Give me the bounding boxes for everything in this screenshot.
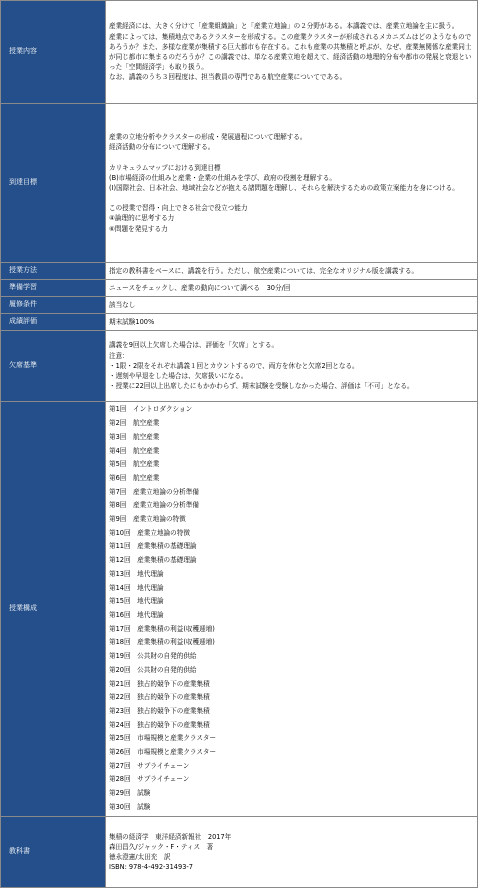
session-topic: サプライチェーン	[137, 775, 190, 784]
session-number: 第18回	[109, 638, 131, 647]
schedule-item	[109, 513, 474, 527]
label-absence-policy: 欠席基準	[1, 331, 106, 402]
session-topic: 地代理論	[137, 583, 164, 592]
row-learning-goals	[1, 104, 478, 263]
session-number: 第13回	[109, 569, 131, 578]
schedule-item	[109, 801, 474, 815]
session-number: 第25回	[109, 734, 131, 743]
session-number: 第28回	[109, 775, 131, 784]
session-number: 第21回	[109, 679, 131, 688]
session-number: 第22回	[109, 693, 131, 702]
absence-line: 注意：	[109, 351, 129, 360]
textbook-line: 集積の経済学 東洋経済新報社 2017年	[109, 832, 232, 841]
schedule-item	[109, 472, 474, 486]
schedule-item	[109, 499, 474, 513]
description-line: 産業経済には、大きく分けて「産業組織論」と「産業立地論」の２分野がある。本講義では、産業立地論を主に扱う。	[109, 22, 459, 31]
session-topic: 航空産業	[132, 432, 160, 441]
session-topic: 市場規模と産業クラスター	[137, 748, 217, 757]
session-topic: 産業集積の基礎理論	[137, 556, 197, 565]
goal-line: 経済活動の分布について理解する。	[109, 143, 215, 152]
schedule-item	[109, 650, 474, 664]
session-number: 第15回	[109, 597, 131, 606]
session-number: 第30回	[109, 802, 131, 811]
schedule-item	[109, 664, 474, 678]
row-preparation	[1, 280, 478, 297]
session-topic: 試験	[137, 789, 151, 798]
label-teaching-method: 授業方法	[1, 263, 106, 280]
label-evaluation: 成績評価	[1, 314, 106, 331]
absence-line: 講義を9回以上欠席した場合は、評価を「欠席」とする。	[109, 341, 279, 350]
session-topic: イントロダクション	[132, 405, 193, 414]
goal-line: (B)市場経済の仕組みと産業・企業の仕組みを学び、政府の役割を理解する。	[109, 173, 336, 182]
session-number: 第7回	[109, 487, 127, 496]
schedule-item	[109, 582, 474, 596]
goal-line: ⑥問題を発見する力	[109, 224, 168, 233]
schedule-item	[109, 636, 474, 650]
schedule-item	[109, 746, 474, 760]
schedule-item	[109, 403, 474, 417]
value-textbook	[106, 817, 478, 888]
session-topic: 産業立地論の特徴	[137, 528, 190, 537]
session-topic: 産業立地論の分析準備	[132, 501, 199, 510]
session-number: 第29回	[109, 789, 131, 798]
textbook-line: 森田昌久/ジャック・F・ティス 著	[109, 842, 214, 851]
session-number: 第12回	[109, 556, 131, 565]
schedule-item	[109, 540, 474, 554]
session-topic: 産業立地論の分析準備	[132, 487, 199, 496]
description-line: 産業によっては、集積地点であるクラスターを形成する。この産業クラスターが形成されるメカニズムはどのようなものであろうか？また、多様な産業が集積する巨大都市も存在する。これも産業の共集積と呼ぶが、なぜ、産業無関係な産業同士が同じ都市に集まるのだろうか？この講義では、単なる産業立地を超えて、経済活動の地理的分布や都市の発展と衰退といった「空間経済学」も取り扱う。	[109, 32, 472, 72]
schedule-item	[109, 691, 474, 705]
schedule-item	[109, 417, 474, 431]
session-number: 第3回	[109, 432, 127, 441]
schedule-item	[109, 719, 474, 733]
label-textbook: 教科書	[1, 817, 106, 888]
schedule-item	[109, 678, 474, 692]
session-topic: 独占的競争下の産業集積	[137, 720, 210, 729]
session-topic: 航空産業	[132, 419, 160, 428]
schedule-item	[109, 773, 474, 787]
goal-line: カリキュラムマップにおける到達目標	[109, 163, 221, 172]
session-topic: 独占的競争下の産業集積	[137, 679, 210, 688]
session-number: 第1回	[109, 405, 127, 414]
label-prerequisite: 履修条件	[1, 297, 106, 314]
session-number: 第2回	[109, 419, 127, 428]
schedule-item	[109, 760, 474, 774]
session-number: 第26回	[109, 748, 131, 757]
session-number: 第6回	[109, 473, 127, 482]
value-absence-policy	[106, 331, 478, 402]
session-number: 第4回	[109, 446, 127, 455]
value-learning-goals	[106, 104, 478, 263]
session-topic: 市場規模と産業クラスター	[137, 734, 217, 743]
session-topic: 航空産業	[132, 460, 160, 469]
session-topic: 公共財の自発的供給	[137, 665, 197, 674]
value-evaluation: 期末試験100%	[106, 314, 478, 331]
schedule-item	[109, 787, 474, 801]
value-prerequisite: 該当なし	[106, 297, 478, 314]
session-topic: 地代理論	[137, 597, 164, 606]
schedule-item	[109, 431, 474, 445]
session-topic: 航空産業	[132, 446, 160, 455]
session-number: 第16回	[109, 611, 131, 619]
schedule-item	[109, 445, 474, 459]
session-number: 第8回	[109, 501, 127, 510]
session-number: 第23回	[109, 706, 131, 715]
description-line: なお、講義のうち３回程度は、担当教員の専門である航空産業についてである。	[109, 73, 347, 82]
value-preparation: ニュースをチェックし、産業の動向について調べる 30分/回	[106, 280, 478, 297]
blank-line	[109, 193, 474, 203]
label-preparation: 準備学習	[1, 280, 106, 297]
schedule-item	[109, 527, 474, 541]
row-absence-policy	[1, 331, 478, 402]
absence-line: ・1限・2限をそれぞれ講義１回とカウントするので、両方を休むと欠席2回となる。	[109, 361, 359, 370]
row-course-description	[1, 1, 478, 104]
session-number: 第14回	[109, 583, 131, 592]
session-number: 第9回	[109, 515, 127, 524]
textbook-line: ISBN: 978-4-492-31493-7	[109, 863, 193, 872]
row-teaching-method	[1, 263, 478, 280]
session-topic: 独占的競争下の産業集積	[137, 706, 210, 715]
schedule-item	[109, 458, 474, 472]
session-topic: 産業集積の利益(収穫逓増)	[137, 624, 215, 633]
session-number: 第10回	[109, 528, 131, 537]
session-topic: 地代理論	[137, 569, 164, 578]
session-topic: 独占的競争下の産業集積	[137, 693, 210, 702]
row-course-schedule	[1, 402, 478, 817]
schedule-item	[109, 705, 474, 719]
value-course-schedule	[106, 402, 478, 817]
session-topic: 産業集積の基礎理論	[137, 542, 197, 551]
row-textbook	[1, 817, 478, 888]
session-topic: 産業集積の利益(収穫逓増)	[137, 638, 215, 647]
label-learning-goals: 到達目標	[1, 104, 106, 263]
row-evaluation	[1, 314, 478, 331]
session-topic: 公共財の自発的供給	[137, 652, 197, 661]
session-topic: 地代理論	[137, 611, 164, 619]
session-number: 第19回	[109, 652, 131, 661]
session-number: 第11回	[109, 542, 131, 551]
schedule-item	[109, 595, 474, 609]
session-number: 第5回	[109, 460, 127, 469]
goal-line: ④論理的に思考する力	[109, 214, 175, 223]
schedule-item	[109, 486, 474, 500]
goal-line: この授業で習得・向上できる社会で役立つ能力	[109, 204, 248, 213]
schedule-item	[109, 568, 474, 582]
absence-line: ・授業に22回以上出席したにもかかわらず、期末試験を受験しなかった場合、評価は「不可」となる。	[109, 382, 414, 391]
row-prerequisite	[1, 297, 478, 314]
session-number: 第17回	[109, 624, 131, 633]
label-course-schedule: 授業構成	[1, 402, 106, 817]
session-topic: 試験	[137, 802, 151, 811]
absence-line: ・遅刻や早退をした場合は、欠席扱いになる。	[109, 372, 248, 381]
session-number: 第27回	[109, 761, 131, 770]
goal-line: (I)国際社会、日本社会、地域社会などが抱える諸問題を理解し、それらを解決するための政策立案能力を身につける。	[109, 184, 459, 192]
textbook-line: 徳永澄憲/太田充 訳	[109, 853, 171, 861]
schedule-item	[109, 623, 474, 637]
value-course-description	[106, 1, 478, 104]
goal-line: 産業の立地分析やクラスターの形成・発展過程について理解する。	[109, 133, 307, 142]
session-topic: サプライチェーン	[137, 761, 190, 770]
schedule-item	[109, 554, 474, 568]
session-topic: 産業立地論の特徴	[132, 515, 186, 524]
schedule-item	[109, 609, 474, 623]
label-course-description: 授業内容	[1, 1, 106, 104]
session-number: 第24回	[109, 720, 131, 729]
session-number: 第20回	[109, 665, 131, 674]
blank-line	[109, 153, 474, 163]
value-teaching-method: 指定の教科書をベースに、講義を行う。ただし、航空産業については、完全なオリジナル版を講義する。	[106, 263, 478, 280]
schedule-item	[109, 732, 474, 746]
session-topic: 航空産業	[132, 473, 160, 482]
